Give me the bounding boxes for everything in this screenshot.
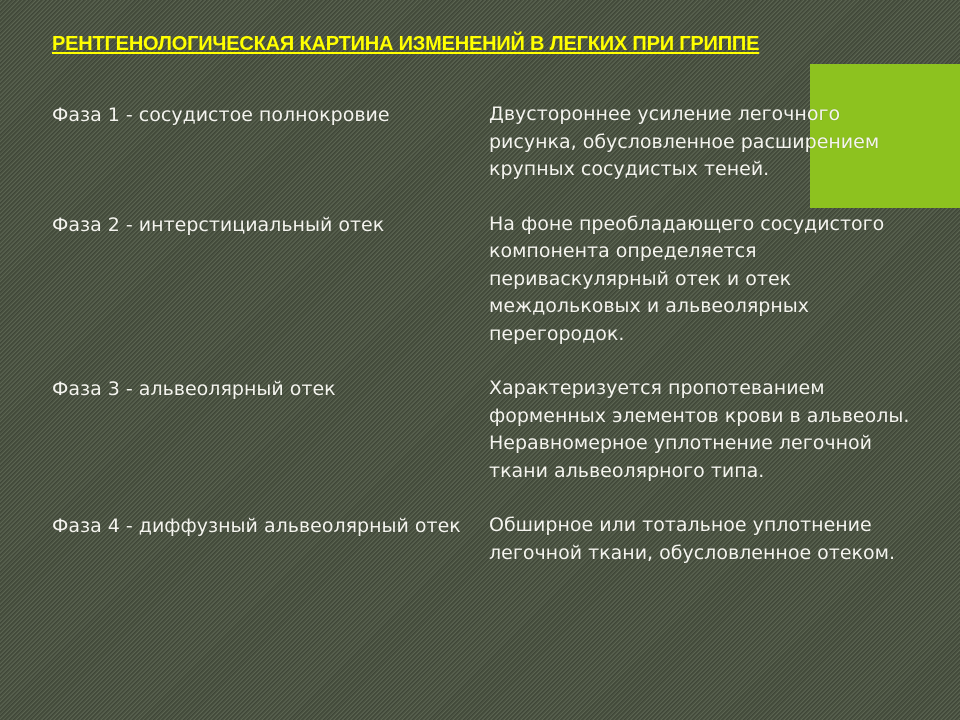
- phase-name: Фаза 4 - диффузный альвеолярный отек: [52, 515, 461, 537]
- slide-title: РЕНТГЕНОЛОГИЧЕСКАЯ КАРТИНА ИЗМЕНЕНИЙ В ЛЕГКИХ ПРИ ГРИППЕ: [52, 33, 760, 55]
- phase-description: На фоне преобладающего сосудистого компонента определяется периваскулярный отек и отек междольковых и альвеолярных перегородок.: [489, 212, 885, 345]
- phase-description: Двустороннее усиление легочного рисунка, обусловленное расширением крупных сосудистых теней.: [489, 103, 880, 180]
- phase-row-4: [52, 512, 922, 567]
- phase-description: Обширное или тотальное уплотнение легочной ткани, обусловленное отеком.: [489, 514, 896, 564]
- phase-row-3: [52, 375, 922, 485]
- phase-row-2: [52, 211, 922, 349]
- phase-name: Фаза 2 - интерстициальный отек: [52, 213, 385, 236]
- phase-table: [52, 101, 922, 594]
- phase-name: Фаза 3 - альвеолярный отек: [52, 378, 336, 400]
- phase-row-1: [52, 101, 922, 184]
- phase-name: Фаза 1 - сосудистое полнокровие: [52, 104, 390, 126]
- phase-description: Характеризуется пропотеванием форменных элементов крови в альвеолы. Неравномерное уплотнение легочной ткани альвеолярного типа.: [489, 377, 910, 482]
